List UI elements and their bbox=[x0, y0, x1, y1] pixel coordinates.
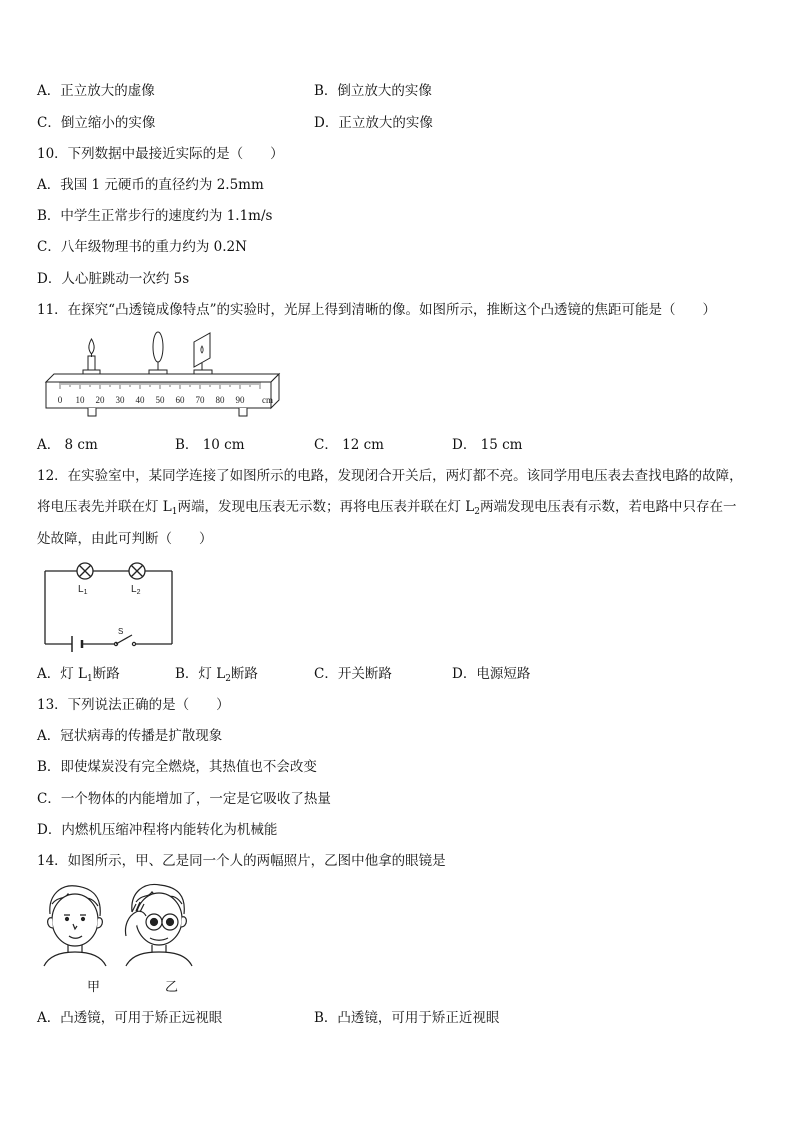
q10-stem: 10．下列数据中最接近实际的是（ ） bbox=[37, 146, 284, 162]
portraits-figure bbox=[40, 882, 220, 972]
q9-option-a: A．正立放大的虚像 bbox=[37, 83, 155, 99]
q14-option-a: A．凸透镜，可用于矫正远视眼 bbox=[37, 1010, 223, 1026]
q12-option-c: C．开关断路 bbox=[314, 666, 392, 682]
q12-option-a: A．灯 $L_1$断路 bbox=[37, 666, 120, 684]
q12-stem-line2: 将电压表先并联在灯 $L_1$两端，发现电压表无示数；再将电压表并联在灯 $L_2$两端发现电压表有示数，若电路中只存在一 bbox=[37, 499, 737, 517]
label-switch: S bbox=[118, 627, 124, 636]
ruler-tick-label: 40 bbox=[135, 395, 145, 405]
person-yi-illustration bbox=[125, 884, 192, 966]
person-jia-illustration bbox=[44, 886, 106, 966]
q13-option-d: D．内燃机压缩冲程将内能转化为机械能 bbox=[37, 822, 278, 838]
q10-option-b: B．中学生正常步行的速度约为 1.1m/s bbox=[37, 208, 273, 224]
q13-option-c: C．一个物体的内能增加了，一定是它吸收了热量 bbox=[37, 791, 331, 807]
ruler-tick-label: 80 bbox=[215, 395, 225, 405]
q13-option-b: B．即使煤炭没有完全燃烧，其热值也不会改变 bbox=[37, 759, 317, 775]
q12-option-b: B．灯 $L_2$断路 bbox=[175, 666, 258, 684]
q10-option-c: C．八年级物理书的重力约为 0.2N bbox=[37, 239, 247, 255]
q14-option-b: B．凸透镜，可用于矫正近视眼 bbox=[314, 1010, 500, 1026]
lens-icon bbox=[149, 332, 167, 375]
switch-icon bbox=[114, 635, 135, 646]
optical-bench-figure bbox=[44, 330, 284, 425]
q11-option-c: C． 12 cm bbox=[314, 437, 384, 453]
ruler-tick-label: 70 bbox=[195, 395, 205, 405]
ruler-tick-label: 30 bbox=[115, 395, 125, 405]
q10-option-a: A．我国 1 元硬币的直径约为 2.5mm bbox=[37, 177, 264, 193]
q9-option-c: C．倒立缩小的实像 bbox=[37, 115, 156, 131]
ruler-tick-label: 60 bbox=[175, 395, 185, 405]
q11-option-b: B． 10 cm bbox=[175, 437, 245, 453]
ruler-tick-label: 0 bbox=[57, 395, 63, 405]
q11-stem: 11．在探究“凸透镜成像特点”的实验时，光屏上得到清晰的像。如图所示，推断这个凸透镜的焦距可能是（ ） bbox=[37, 302, 716, 318]
figure-label-jia: 甲 bbox=[87, 980, 101, 995]
q11-option-d: D． 15 cm bbox=[452, 437, 523, 453]
label-l2: $L_2$ bbox=[131, 584, 141, 596]
q13-stem: 13．下列说法正确的是（ ） bbox=[37, 697, 230, 713]
ruler-tick-label: 20 bbox=[95, 395, 105, 405]
q12-option-d: D．电源短路 bbox=[452, 666, 531, 682]
q13-option-a: A．冠状病毒的传播是扩散现象 bbox=[37, 728, 223, 744]
q10-option-d: D．人心脏跳动一次约 5s bbox=[37, 271, 190, 287]
candle-icon bbox=[83, 339, 100, 378]
q9-option-b: B．倒立放大的实像 bbox=[314, 83, 432, 99]
figure-label-yi: 乙 bbox=[165, 980, 179, 995]
q9-option-d: D．正立放大的实像 bbox=[314, 115, 433, 131]
lamp-l1-icon bbox=[77, 563, 93, 579]
q12-stem-line3: 处故障，由此可判断（ ） bbox=[37, 531, 213, 547]
q14-stem: 14．如图所示，甲、乙是同一个人的两幅照片，乙图中他拿的眼镜是 bbox=[37, 853, 446, 869]
ruler-tick-label: 50 bbox=[155, 395, 165, 405]
lamp-l2-icon bbox=[129, 563, 145, 579]
circuit-diagram bbox=[44, 562, 176, 650]
ruler-tick-label: cm bbox=[262, 395, 273, 405]
ruler-tick-label: 10 bbox=[75, 395, 85, 405]
q12-stem-line1: 12．在实验室中，某同学连接了如图所示的电路，发现闭合开关后，两灯都不亮。该同学用电压表去查找电路的故障， bbox=[37, 468, 743, 484]
screen-icon bbox=[194, 333, 212, 375]
battery-icon bbox=[72, 636, 82, 652]
ruler-tick-label: 90 bbox=[235, 395, 245, 405]
label-l1: $L_1$ bbox=[78, 584, 88, 596]
q11-option-a: A． 8 cm bbox=[37, 437, 98, 453]
